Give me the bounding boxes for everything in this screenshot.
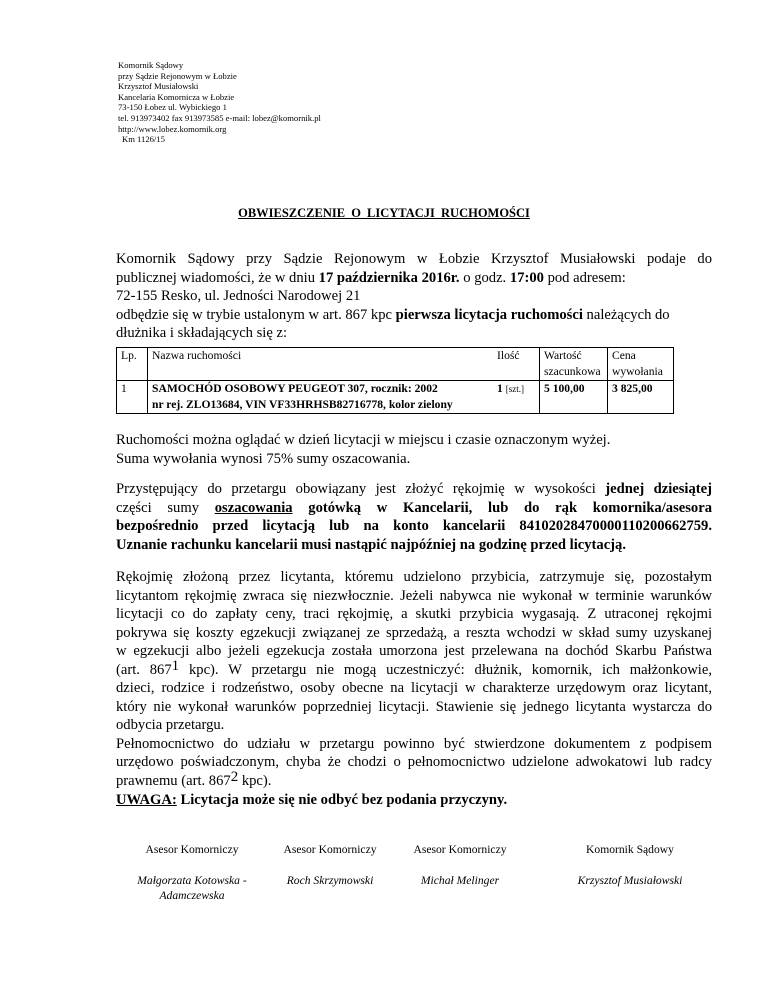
article-superscript: 2	[230, 768, 239, 785]
signature-block	[260, 842, 400, 888]
signature-name: Roch Skrzymowski	[286, 874, 374, 887]
rules-line: odbycia przetargu.	[116, 717, 225, 733]
warning-label: UWAGA:	[116, 792, 177, 808]
inspection-line: Ruchomości można oglądać w dzień licytacji w miejscu i czasie oznaczonym wyżej.	[116, 432, 611, 448]
rules-text: kpc). W przetargu nie mogą uczestniczyć: dłużnik, komornik, ich małżonkowie,	[179, 661, 712, 678]
header-website: http://www.lobez.komornik.org	[118, 123, 227, 134]
intro-paragraph	[116, 250, 712, 343]
signature-name: Małgorzata Kotowska -	[137, 874, 247, 887]
deposit-line	[116, 480, 712, 499]
table-row	[117, 381, 674, 414]
table-header-row	[117, 348, 674, 381]
signature-role: Komornik Sądowy	[586, 843, 674, 856]
rules-line: dzieci, rodzice i rodzeństwo, osoby obecne na licytacji w charakterze urzędowym oraz licytant,	[116, 680, 712, 696]
rules-text: prawnemu (art. 867	[116, 772, 231, 789]
signature-role: Asesor Komorniczy	[145, 843, 239, 856]
starting-price-note: Suma wywołania wynosi 75% sumy oszacowania.	[116, 450, 411, 467]
cell-name	[148, 381, 494, 414]
bank-account-line: bezpośrednio przed licytacją lub na konto kancelarii 84102028470000110200662759.	[116, 518, 712, 534]
col-header-qty: Ilość	[493, 348, 540, 381]
intro-text: należących do	[582, 306, 670, 323]
header-contact: tel. 913973402 fax 913973585 e-mail: lobez@komornik.pl	[118, 112, 321, 123]
rules-line: urzędowo poświadczonym, chyba że chodzi o pełnomocnictwo udzielone adwokatowi lub radcy	[116, 754, 712, 770]
rules-line: licytantom rękojmię zwraca się niezwłocznie. Jeżeli nabywca nie wykonał w terminie warunków	[116, 587, 712, 604]
rules-line: licytacji co do zapłaty ceny, traci rękojmię, a skutki przybicia wygasają. Z utraconej rękojmi	[116, 606, 712, 622]
col-header-price	[608, 348, 674, 381]
deposit-line	[116, 499, 712, 518]
deposit-place: gotówką w Kancelarii, lub do rąk komornika/asesora	[292, 499, 712, 516]
office-header	[118, 60, 321, 145]
cell-price: 3 825,00	[608, 381, 674, 414]
cell-qty	[493, 381, 540, 414]
case-number: Km 1126/15	[122, 134, 165, 145]
deposit-valuation: oszacowania	[214, 499, 293, 516]
header-line: przy Sądzie Rejonowym w Łobzie	[118, 70, 237, 81]
article-superscript: 1	[171, 657, 180, 674]
cell-value: 5 100,00	[540, 381, 608, 414]
intro-text: pod adresem:	[543, 269, 626, 286]
col-header-price-2: wywołania	[612, 365, 663, 378]
inspection-paragraph	[116, 431, 712, 468]
rules-text: (art. 867	[116, 661, 172, 678]
cell-lp: 1	[117, 381, 148, 414]
header-line: Krzysztof Musiałowski	[118, 81, 199, 92]
intro-text: o godz.	[459, 269, 510, 286]
col-header-value	[540, 348, 608, 381]
deposit-text: Przystępujący do przetargu obowiązany jest złożyć rękojmię w wysokości	[116, 481, 606, 497]
rules-paragraph	[116, 568, 712, 790]
intro-text: publicznej wiadomości, że w dniu	[116, 269, 319, 286]
header-line: Kancelaria Komornicza w Łobzie	[118, 91, 235, 102]
document-title: OBWIESZCZENIE O LICYTACJI RUCHOMOŚCI	[238, 206, 530, 220]
intro-text: odbędzie się w trybie ustalonym w art. 867 kpc	[116, 306, 396, 323]
deposit-deadline: Uznanie rachunku kancelarii musi nastąpić najpóźniej na godzinę przed licytacją.	[116, 536, 626, 553]
item-name-line2: nr rej. ZLO13684, VIN VF33HRHSB82716778, kolor zielony	[152, 398, 453, 411]
item-qty: 1	[497, 382, 503, 395]
warning-note	[116, 792, 507, 809]
signature-block	[108, 842, 276, 903]
signature-block	[540, 842, 720, 888]
signature-name: Krzysztof Musiałowski	[577, 874, 683, 887]
signature-role: Asesor Komorniczy	[283, 843, 377, 856]
rules-line: Pełnomocnictwo do udziału w przetargu powinno być stwierdzone dokumentem z podpisem	[116, 735, 712, 752]
rules-line	[116, 657, 712, 680]
rules-text: kpc).	[238, 772, 272, 789]
intro-text: dłużnika i składających się z:	[116, 325, 288, 341]
rules-line: w egzekucji albo jeżeli egzekucja została umorzona jest przelewana na dochód Skarbu Państwa	[116, 643, 712, 659]
auction-date: 17 października 2016r.	[318, 269, 460, 286]
intro-line: Komornik Sądowy przy Sądzie Rejonowym w Łobzie Krzysztof Musiałowski podaje do	[116, 251, 712, 267]
deposit-amount: jednej dziesiątej	[605, 481, 712, 497]
col-header-price-1: Cena	[612, 349, 636, 362]
signature-role: Asesor Komorniczy	[413, 843, 507, 856]
deposit-text: części sumy	[116, 499, 215, 516]
signature-name: Adamczewska	[159, 889, 225, 902]
col-header-value-2: szacunkowa	[544, 365, 601, 378]
warning-text: Licytacja może się nie odbyć bez podania przyczyny.	[176, 792, 508, 808]
auction-type: pierwsza licytacja ruchomości	[395, 306, 583, 323]
header-line: Komornik Sądowy	[118, 60, 184, 70]
item-unit: [szt.]	[505, 384, 524, 394]
item-name-line1: SAMOCHÓD OSOBOWY PEUGEOT 307, rocznik: 2002	[152, 382, 438, 395]
header-line: 73-150 Łobez ul. Wybickiego 1	[118, 102, 227, 113]
signature-block	[390, 842, 530, 888]
signature-name: Michał Melinger	[420, 874, 500, 887]
rules-line: który nie wykonał warunków poprzedniej licytacji. Stawienie się jednego licytanta wystarcza do	[116, 698, 712, 715]
rules-line: Rękojmię złożoną przez licytanta, któremu udzielono przybicia, zatrzymuje się, pozostałym	[116, 569, 712, 585]
auction-time: 17:00	[509, 269, 544, 286]
col-header-lp: Lp.	[117, 348, 148, 381]
auction-address: 72-155 Resko, ul. Jedności Narodowej 21	[116, 288, 361, 304]
col-header-name: Nazwa ruchomości	[148, 348, 494, 381]
items-table	[116, 347, 674, 414]
deposit-paragraph	[116, 480, 712, 554]
rules-line: pokrywa się koszty egzekucji związanej ze sprzedażą, a reszta wchodzi w skład sumy uzyskanej	[116, 624, 712, 641]
col-header-value-1: Wartość	[544, 349, 582, 362]
rules-line	[116, 768, 272, 789]
